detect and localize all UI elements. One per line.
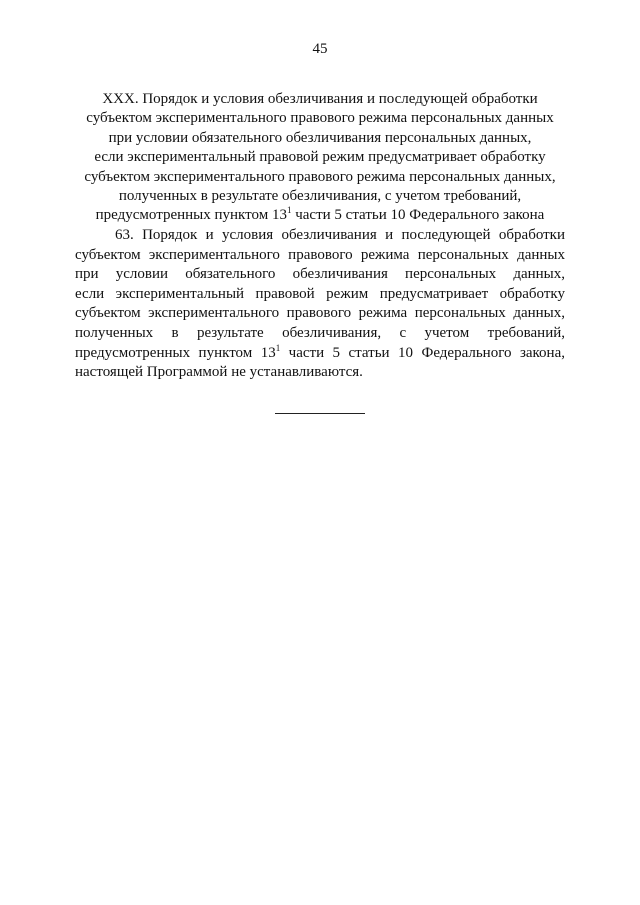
- paragraph-line: 63. Порядок и условия обезличивания и последующей обработки: [115, 227, 565, 243]
- superscript: 1: [275, 342, 281, 353]
- closing-divider: [275, 413, 365, 414]
- section-heading: [70, 90, 570, 226]
- heading-line: если экспериментальный правовой режим предусматривает обработку: [94, 149, 546, 166]
- heading-line: полученных в результате обезличивания, с учетом требований,: [118, 188, 522, 205]
- paragraph-line: субъектом экспериментального правового режима персональных данных: [75, 246, 565, 263]
- paragraph-line: [75, 344, 565, 364]
- paragraph-line: если экспериментальный правовой режим предусматривает обработку: [75, 285, 565, 302]
- page-number: 45: [312, 41, 328, 57]
- heading-line: субъектом экспериментального правового режима персональных данных,: [84, 168, 556, 185]
- heading-text: части 5 статьи 10 Федерального закона: [291, 207, 545, 224]
- paragraph-text: предусмотренных пунктом 13: [75, 344, 276, 361]
- superscript: 1: [286, 205, 292, 216]
- paragraph-line: субъектом экспериментального правового режима персональных данных,: [75, 305, 565, 322]
- paragraph-line: настоящей Программой не устанавливаются.: [75, 364, 363, 381]
- paragraph-line: при условии обязательного обезличивания персональных данных,: [75, 266, 565, 283]
- heading-line: субъектом экспериментального правового режима персональных данных: [86, 110, 554, 127]
- heading-line: XXX. Порядок и условия обезличивания и последующей обработки: [102, 91, 538, 107]
- paragraph-line: полученных в результате обезличивания, с учетом требований,: [75, 324, 565, 341]
- paragraph-63: [75, 226, 565, 383]
- heading-line: при условии обязательного обезличивания персональных данных,: [108, 129, 532, 146]
- heading-text: предусмотренных пунктом 13: [95, 207, 287, 224]
- heading-line: [70, 206, 570, 225]
- paragraph-text: части 5 статьи 10 Федерального закона,: [280, 344, 565, 361]
